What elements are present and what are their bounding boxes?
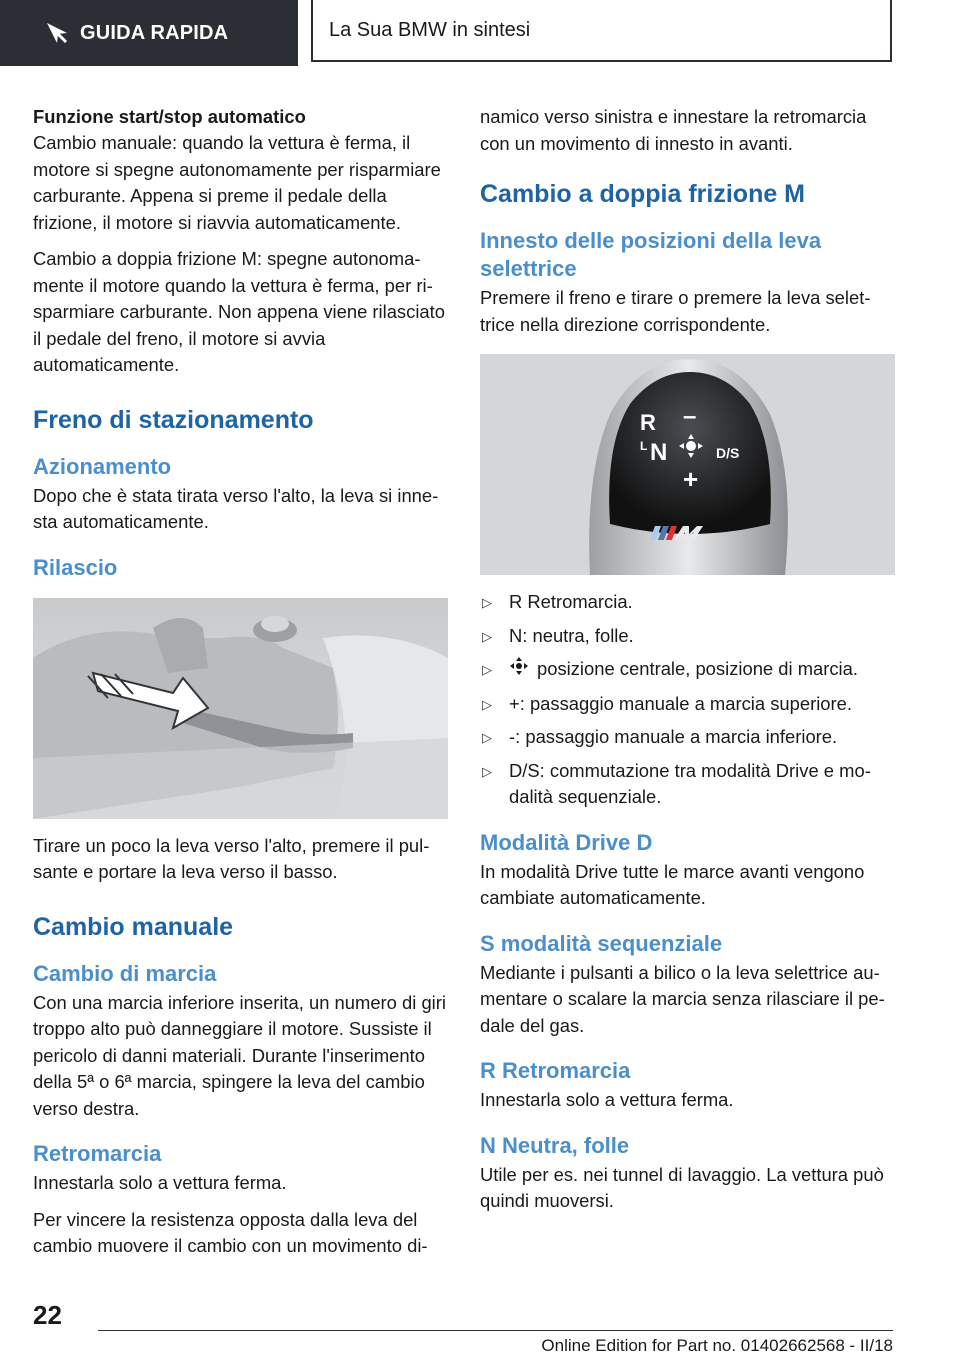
- dual-clutch-heading: Cambio a doppia frizione M: [480, 180, 806, 208]
- footer-edition: Online Edition for Part no. 01402662568 - II/18: [541, 1336, 893, 1355]
- gear-shift-heading: Cambio di marcia: [33, 960, 217, 986]
- quick-guide-tab[interactable]: [0, 0, 298, 66]
- triangle-bullet-icon: ▷: [482, 763, 492, 779]
- parking-brake-heading: Freno di stazionamento: [33, 405, 314, 434]
- triangle-bullet-icon: ▷: [482, 595, 492, 610]
- manual-gearbox-heading: Cambio manuale: [33, 912, 234, 941]
- reverse-paragraph-2: Per vincere la resistenza opposta dalla leva del cambio muovere il cambio con un movimento di-: [33, 1208, 428, 1256]
- triangle-bullet-icon: ▷: [482, 730, 492, 746]
- release-heading: Rilascio: [33, 554, 118, 580]
- list-item: ▷ R Retromarcia.: [480, 589, 895, 616]
- sequential-mode-heading: S modalità sequenziale: [480, 930, 723, 956]
- drive-mode-heading: Modalità Drive D: [480, 829, 653, 855]
- knob-plus-label: +: [683, 464, 699, 494]
- triangle-bullet-icon: ▷: [482, 628, 492, 644]
- operation-heading: Azionamento: [33, 453, 172, 479]
- operation-paragraph: Dopo che è stata tirata verso l'alto, la leva si innesta automaticamente.: [33, 484, 439, 532]
- engage-positions-heading: Innesto delle posizioni della leva selettrice: [480, 228, 822, 281]
- quick-guide-icon: [44, 20, 70, 46]
- drive-mode-paragraph: In modalità Drive tutte le marce avanti vengono cambiate automaticamente.: [480, 860, 865, 909]
- left-column: [33, 98, 448, 1270]
- r-reverse-heading: R Retromarcia: [480, 1058, 631, 1084]
- n-neutral-heading: N Neutra, folle: [480, 1132, 630, 1158]
- knob-ds-label: D/S: [716, 445, 740, 461]
- gear-positions-list: [480, 589, 895, 811]
- continued-paragraph: namico verso sinistra e innestare la retromarcia con un movimento di innesto in avanti.: [480, 106, 867, 154]
- list-item: ▷ -: passaggio manuale a marcia inferiore.: [480, 724, 895, 751]
- knob-l-label: L: [640, 439, 648, 453]
- gear-shift-paragraph: Con una marcia inferiore inserita, un numero di giri troppo alto può danneggiare il motore. Sussiste il pericolo di danni materiali. Durante l'inserimento della 5ª o 6ª marcia, spingere la leva del cambio verso destra.: [33, 991, 446, 1119]
- knob-r-label: R: [640, 410, 656, 435]
- reverse-heading: Retromarcia: [33, 1141, 162, 1166]
- startstop-heading: Funzione start/stop automatico: [33, 106, 306, 127]
- triangle-bullet-icon: ▷: [482, 662, 492, 677]
- n-neutral-paragraph: Utile per es. nei tunnel di lavaggio. La vettura può quindi muoversi.: [480, 1163, 884, 1212]
- triangle-bullet-icon: ▷: [482, 696, 492, 712]
- parking-brake-illustration: [33, 598, 448, 819]
- page-number: 22: [33, 1300, 62, 1330]
- startstop-paragraph-2: Cambio a doppia frizione M: spegne autonomamente il motore quando la vettura è ferma, per risparmiare carburante. Non appena viene rilasciato il pedale del freno, il motore si avvia automaticamente.: [33, 248, 445, 375]
- r-reverse-paragraph: Innestarla solo a vettura ferma.: [480, 1089, 734, 1111]
- chapter-title[interactable]: La Sua BMW in sintesi: [311, 0, 892, 62]
- list-item: ▷ D/S: commutazione tra modalità Drive e modalità sequenziale.: [482, 759, 871, 808]
- page-header: [0, 0, 960, 66]
- knob-minus-label: –: [683, 403, 697, 430]
- list-item: ▷ posizione centrale, posizione di marcia.: [480, 656, 895, 684]
- center-position-icon: [509, 656, 529, 684]
- footer-divider: [98, 1330, 893, 1331]
- right-column: [480, 104, 895, 1225]
- knob-n-label: N: [650, 439, 668, 466]
- release-paragraph: Tirare un poco la leva verso l'alto, premere il pulsante e portare la leva verso il basso.: [33, 834, 430, 882]
- reverse-paragraph-1: Innestarla solo a vettura ferma.: [33, 1172, 287, 1193]
- quick-guide-label: GUIDA RAPIDA: [80, 21, 229, 44]
- engage-paragraph: Premere il freno e tirare o premere la leva selettrice nella direzione corrispondente.: [480, 287, 871, 335]
- list-item: ▷ +: passaggio manuale a marcia superiore.: [480, 691, 895, 718]
- list-item: ▷ N: neutra, folle.: [480, 623, 895, 650]
- gear-selector-illustration: [480, 354, 895, 575]
- sequential-mode-paragraph: Mediante i pulsanti a bilico o la leva selettrice aumentare o scalare la marcia senza rilasciare il pedale del gas.: [480, 961, 885, 1036]
- startstop-paragraph-1: Cambio manuale: quando la vettura è ferma, il motore si spegne autonomamente per risparmiare carburante. Appena si preme il pedale della frizione, il motore si riavvia automaticamente.: [33, 132, 441, 233]
